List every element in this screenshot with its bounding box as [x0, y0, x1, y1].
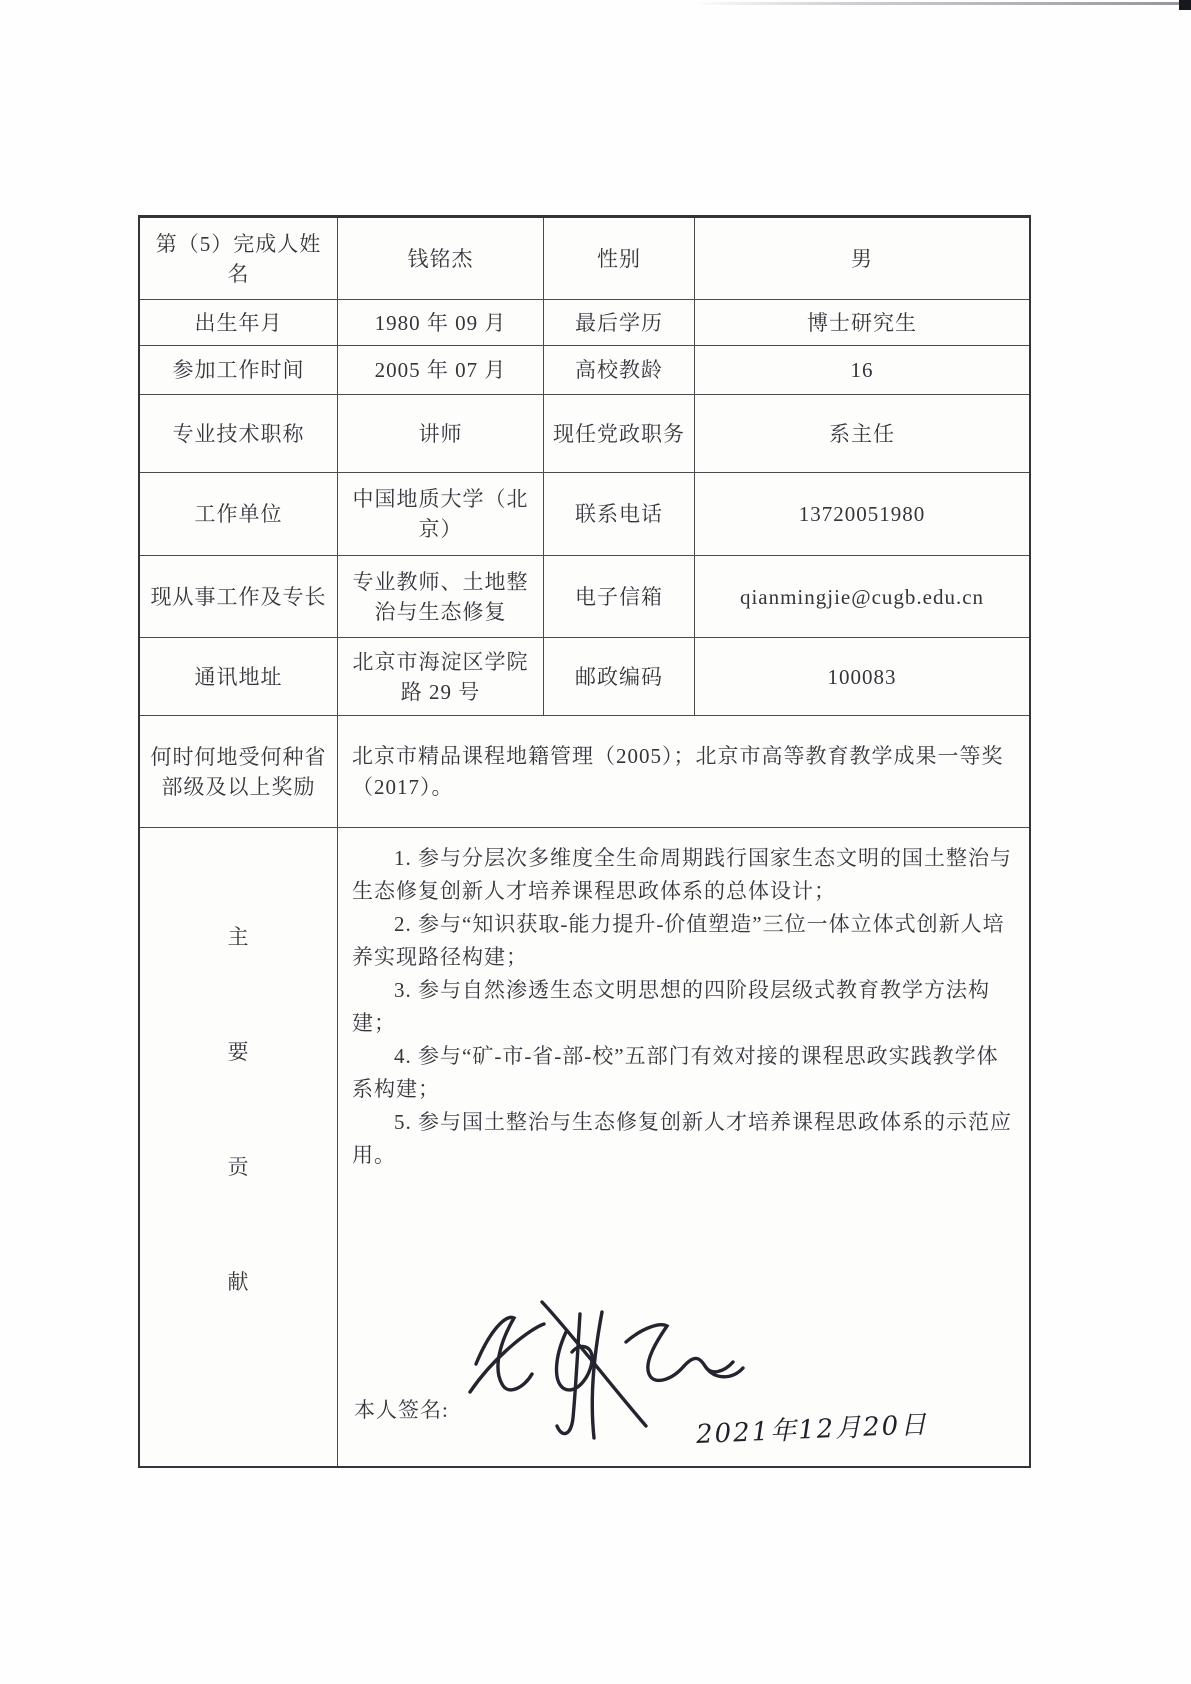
value-teaching-years: 16	[695, 346, 1029, 395]
value-work-unit: 中国地质大学（北京）	[338, 473, 544, 556]
value-phone: 13720051980	[695, 473, 1029, 556]
scan-artifact-corner-mark	[1179, 0, 1191, 10]
label-teaching-years: 高校教龄	[544, 346, 695, 395]
label-work-start-time: 参加工作时间	[140, 346, 338, 395]
label-email: 电子信箱	[544, 556, 695, 638]
contribution-item: 1. 参与分层次多维度全生命周期践行国家生态文明的国土整治与生态修复创新人才培养课程思政体系的总体设计；	[352, 846, 1012, 903]
value-postal-code: 100083	[695, 638, 1029, 716]
label-work-unit: 工作单位	[140, 473, 338, 556]
value-last-degree: 博士研究生	[695, 300, 1029, 346]
contribution-item: 3. 参与自然渗透生态文明思想的四阶段层级式教育教学方法构建；	[352, 978, 990, 1035]
value-party-position: 系主任	[695, 395, 1029, 473]
contribution-item: 4. 参与“矿-市-省-部-校”五部门有效对接的课程思政实践教学体系构建；	[352, 1044, 999, 1101]
value-birth-date: 1980 年 09 月	[338, 300, 544, 346]
contrib-label-char: 献	[227, 1270, 250, 1294]
label-current-work: 现从事工作及专长	[140, 556, 338, 638]
label-last-degree: 最后学历	[544, 300, 695, 346]
contribution-item: 2. 参与“知识获取-能力提升-价值塑造”三位一体立体式创新人培养实现路径构建；	[352, 912, 1005, 969]
value-email: qianmingjie@cugb.edu.cn	[695, 556, 1029, 638]
label-awards: 何时何地受何种省部级及以上奖励	[140, 716, 338, 828]
scan-artifact-streak	[690, 2, 1191, 5]
label-birth-date: 出生年月	[140, 300, 338, 346]
contrib-label-char: 贡	[227, 1155, 250, 1179]
value-completer-name: 钱铭杰	[338, 218, 544, 300]
value-work-start-time: 2005 年 07 月	[338, 346, 544, 395]
value-mailing-address: 北京市海淀区学院路 29 号	[338, 638, 544, 716]
label-completer-name: 第（5）完成人姓名	[140, 218, 338, 300]
contribution-item: 5. 参与国土整治与生态修复创新人才培养课程思政体系的示范应用。	[352, 1110, 1012, 1167]
label-gender: 性别	[544, 218, 695, 300]
contrib-label-char: 要	[227, 1040, 250, 1064]
label-main-contributions	[140, 828, 338, 1466]
value-gender: 男	[695, 218, 1029, 300]
contrib-label-char: 主	[227, 925, 250, 949]
value-main-contributions	[338, 828, 1029, 1466]
signature-label: 本人签名:	[354, 1398, 449, 1422]
label-postal-code: 邮政编码	[544, 638, 695, 716]
label-professional-title: 专业技术职称	[140, 395, 338, 473]
personnel-form-table	[138, 215, 1031, 1468]
label-party-position: 现任党政职务	[544, 395, 695, 473]
label-mailing-address: 通讯地址	[140, 638, 338, 716]
label-phone: 联系电话	[544, 473, 695, 556]
value-professional-title: 讲师	[338, 395, 544, 473]
value-current-work: 专业教师、土地整治与生态修复	[338, 556, 544, 638]
signature-date: 2021年12月20日	[695, 1409, 929, 1451]
value-awards: 北京市精品课程地籍管理（2005）；北京市高等教育教学成果一等奖（2017）。	[338, 716, 1029, 828]
